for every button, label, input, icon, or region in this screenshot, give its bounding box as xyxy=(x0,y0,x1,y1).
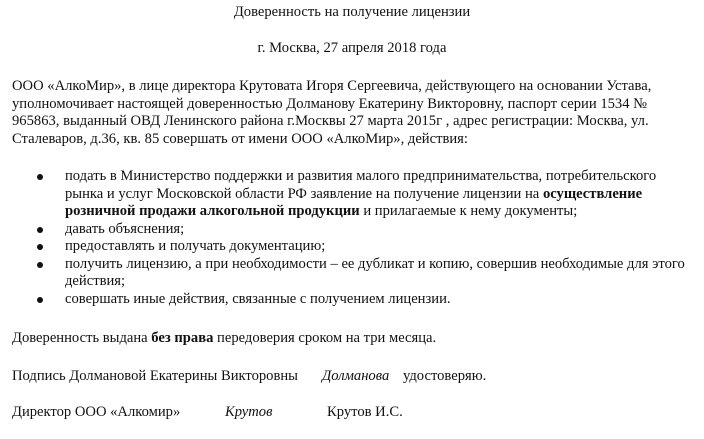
intro-line: уполномочивает настоящей доверенностью Долманову Екатерину Викторовну, паспорт серии 1534 № xyxy=(12,95,648,112)
list-item-text xyxy=(65,203,704,221)
list-item xyxy=(0,221,704,239)
intro-line: Сталеваров, д.36, кв. 85 совершать от имени ООО «АлкоМир», действия: xyxy=(12,130,468,147)
list-item xyxy=(0,291,704,309)
list-item-text xyxy=(65,186,704,204)
intro-line: ООО «АлкоМир», в лице директора Крутовата Игоря Сергеевича, действующего на основании Устава, xyxy=(12,78,652,94)
actions-list xyxy=(0,168,704,308)
signature-label: Подпись Долмановой Екатерины Викторовны xyxy=(12,368,298,384)
validity-text: Доверенность выдана xyxy=(12,330,152,346)
intro-line: 965863, выданный ОВД Ленинского района г.Москвы 27 марта 2015г , адрес регистрации: Москва, ул. xyxy=(12,113,649,129)
document-place-date: г. Москва, 27 апреля 2018 года xyxy=(257,40,447,56)
validity-statement xyxy=(12,330,436,348)
list-item-text: давать объяснения; xyxy=(65,220,185,237)
list-item-text: действия; xyxy=(65,273,126,289)
certify-text: удостоверяю. xyxy=(403,368,487,384)
list-item-bold-text: розничной продажи алкогольной продукции xyxy=(65,203,360,219)
list-item-text: предоставлять и получать документацию; xyxy=(65,238,326,254)
list-item-text: подать в Министерство поддержки и развития малого предпринимательства, потребительского xyxy=(65,168,657,184)
intro-paragraph xyxy=(12,78,702,148)
validity-text: передоверия сроком на три месяца. xyxy=(213,330,437,346)
list-item xyxy=(0,168,704,221)
list-item-text: совершать иные действия, связанные с получением лицензии. xyxy=(65,290,451,307)
list-item-text: получить лицензию, а при необходимости – ее дубликат и копию, совершив необходимые для этого xyxy=(65,255,685,272)
validity-bold-text: без права xyxy=(151,330,214,346)
bullet-icon xyxy=(37,244,43,250)
bullet-icon xyxy=(37,227,43,233)
director-handwritten-signature: Крутов xyxy=(225,404,273,420)
document-title: Доверенность на получение лицензии xyxy=(233,4,471,20)
list-item-bold-text: осуществление xyxy=(542,185,643,202)
list-item xyxy=(0,256,704,291)
bullet-icon xyxy=(37,297,43,303)
director-name: Крутов И.С. xyxy=(327,404,403,420)
bullet-icon xyxy=(37,174,43,180)
handwritten-signature: Долманова xyxy=(322,368,390,384)
list-item-text-part: рынка и услуг Московской области РФ заявление на получение лицензии на xyxy=(65,185,543,202)
list-item-text-part: и прилагаемые к нему документы; xyxy=(359,203,578,219)
director-label: Директор ООО «Алкомир» xyxy=(12,404,181,420)
list-item xyxy=(0,238,704,256)
bullet-icon xyxy=(37,262,43,268)
